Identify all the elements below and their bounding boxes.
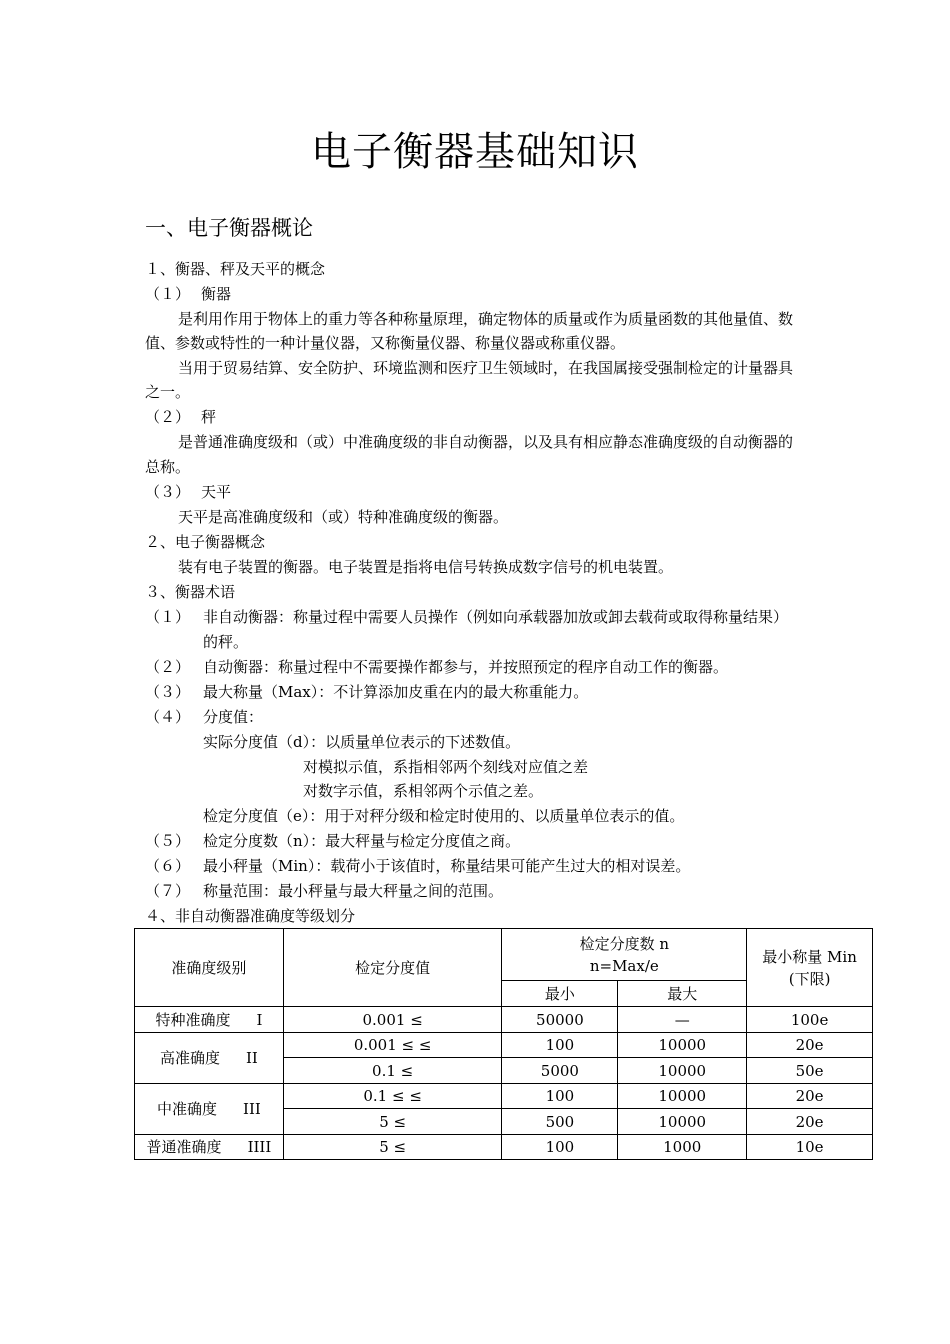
n-max-cell: 10000 xyxy=(618,1109,747,1135)
table-row xyxy=(135,1007,873,1033)
n-max-cell: — xyxy=(618,1007,747,1033)
paragraph-line: 装有电子装置的衡器。电子装置是指将电信号转换成数字信号的机电装置。 xyxy=(178,558,674,576)
grade-cell xyxy=(135,1135,284,1160)
term-subline: 检定分度值（e）：用于对秤分级和检定时使用的、以质量单位表示的值。 xyxy=(203,807,685,825)
grade-code: IIII xyxy=(247,1138,272,1156)
paragraph-line: 总称。 xyxy=(145,458,191,476)
item-label: 天平 xyxy=(201,483,232,501)
e-cell: 0.001 ≤ xyxy=(283,1007,502,1033)
n-min-cell: 100 xyxy=(502,1084,618,1109)
table-row xyxy=(135,1135,873,1160)
accuracy-class-table xyxy=(134,928,873,1160)
n-max-cell: 10000 xyxy=(618,1058,747,1084)
item-number: （３） xyxy=(145,483,191,501)
paragraph-line: 是普通准确度级和（或）中准确度级的非自动衡器，以及具有相应静态准确度级的自动衡器的 xyxy=(178,433,794,451)
term-text: 称量范围：最小秤量与最大秤量之间的范围。 xyxy=(203,882,504,900)
term-text: 检定分度数（n）：最大秤量与检定分度值之商。 xyxy=(203,832,521,850)
subsection-heading: ３、衡器术语 xyxy=(145,583,236,601)
term-text: 最大称量（Max）：不计算添加皮重在内的最大称重能力。 xyxy=(203,683,589,701)
header-grade: 准确度级别 xyxy=(135,929,284,1007)
term-item xyxy=(145,854,690,878)
n-min-cell: 50000 xyxy=(502,1007,618,1033)
min-cell: 50e xyxy=(747,1058,873,1084)
header-verification-interval: 检定分度值 xyxy=(283,929,502,1007)
term-item xyxy=(145,879,503,903)
header-n-max: 最大 xyxy=(618,981,747,1007)
n-min-cell: 5000 xyxy=(502,1058,618,1084)
min-cell: 20e xyxy=(747,1033,873,1058)
item-number: （２） xyxy=(145,408,191,426)
grade-name: 高准确度 xyxy=(159,1049,220,1067)
header-min-capacity xyxy=(747,929,873,1007)
page-title: 电子衡器基础知识 xyxy=(311,129,639,175)
item-heading xyxy=(145,282,231,306)
term-subline: 对模拟示值，系指相邻两个刻线对应值之差 xyxy=(303,758,589,776)
e-cell: 0.1 ≤ xyxy=(283,1058,502,1084)
grade-cell xyxy=(135,1033,284,1084)
table-row xyxy=(135,1084,873,1109)
term-text: 非自动衡器：称量过程中需要人员操作（例如向承载器加放或卸去载荷或取得称量结果） xyxy=(203,608,789,626)
header-n-min: 最小 xyxy=(502,981,618,1007)
subsection-heading: ２、电子衡器概念 xyxy=(145,533,266,551)
term-item xyxy=(145,680,588,704)
grade-code: I xyxy=(256,1010,263,1029)
paragraph-line: 当用于贸易结算、安全防护、环境监测和医疗卫生领域时，在我国属接受强制检定的计量器具 xyxy=(178,359,794,377)
item-number: （４） xyxy=(145,708,191,726)
e-cell: 0.1 ≤ ≤ xyxy=(283,1084,502,1109)
item-label: 秤 xyxy=(201,408,217,426)
min-cell: 10e xyxy=(747,1135,873,1160)
e-cell: 5 ≤ xyxy=(283,1135,502,1160)
term-item xyxy=(145,829,520,853)
grade-cell xyxy=(135,1084,284,1135)
min-cell: 20e xyxy=(747,1109,873,1135)
term-item xyxy=(145,655,728,679)
section-heading: 一、电子衡器概论 xyxy=(145,216,313,240)
grade-code: II xyxy=(245,1049,258,1067)
term-subline: 对数字示值，系相邻两个示值之差。 xyxy=(303,782,544,800)
term-text: 自动衡器：称量过程中不需要操作都参与，并按照预定的程序自动工作的衡器。 xyxy=(203,658,729,676)
item-number: （２） xyxy=(145,658,191,676)
header-min-line2: (下限) xyxy=(788,969,831,988)
n-max-cell: 10000 xyxy=(618,1033,747,1058)
n-min-cell: 100 xyxy=(502,1033,618,1058)
term-text: 分度值： xyxy=(203,708,264,726)
term-text: 最小秤量（Min）：载荷小于该值时，称量结果可能产生过大的相对误差。 xyxy=(203,857,691,875)
grade-code: III xyxy=(243,1100,261,1118)
item-number: （１） xyxy=(145,608,191,626)
term-continuation: 的秤。 xyxy=(203,633,249,651)
item-label: 衡器 xyxy=(201,285,232,303)
table-header-row xyxy=(135,929,873,981)
item-number: （６） xyxy=(145,857,191,875)
min-cell: 100e xyxy=(747,1007,873,1033)
paragraph-line: 值、参数或特性的一种计量仪器，又称衡量仪器、称量仪器或称重仪器。 xyxy=(145,334,626,352)
min-cell: 20e xyxy=(747,1084,873,1109)
term-subline: 实际分度值（d）：以质量单位表示的下述数值。 xyxy=(203,733,521,751)
n-max-cell: 1000 xyxy=(618,1135,747,1160)
header-min-line1: 最小称量 Min xyxy=(762,947,857,966)
table-row xyxy=(135,1033,873,1058)
n-min-cell: 500 xyxy=(502,1109,618,1135)
item-number: （３） xyxy=(145,683,191,701)
item-heading xyxy=(145,480,231,504)
term-item xyxy=(145,605,788,629)
item-heading xyxy=(145,405,216,429)
grade-cell xyxy=(135,1007,284,1033)
n-min-cell: 100 xyxy=(502,1135,618,1160)
paragraph-line: 天平是高准确度级和（或）特种准确度级的衡器。 xyxy=(178,508,509,526)
paragraph-line: 之一。 xyxy=(145,383,191,401)
subsection-heading: １、衡器、秤及天平的概念 xyxy=(145,260,326,278)
e-cell: 5 ≤ xyxy=(283,1109,502,1135)
subsection-heading: ４、非自动衡器准确度等级划分 xyxy=(145,907,356,925)
header-n-line1: 检定分度数 n xyxy=(579,934,670,953)
grade-name: 特种准确度 xyxy=(155,1010,231,1029)
term-item xyxy=(145,705,263,729)
item-number: （７） xyxy=(145,882,191,900)
grade-name: 普通准确度 xyxy=(146,1138,222,1156)
item-number: （１） xyxy=(145,285,191,303)
n-max-cell: 10000 xyxy=(618,1084,747,1109)
header-verification-count xyxy=(502,929,747,981)
header-n-line2: n=Max/e xyxy=(589,956,659,975)
e-cell: 0.001 ≤ ≤ xyxy=(283,1033,502,1058)
grade-name: 中准确度 xyxy=(157,1100,218,1118)
item-number: （５） xyxy=(145,832,191,850)
paragraph-line: 是利用作用于物体上的重力等各种称量原理，确定物体的质量或作为质量函数的其他量值、数 xyxy=(178,310,794,328)
